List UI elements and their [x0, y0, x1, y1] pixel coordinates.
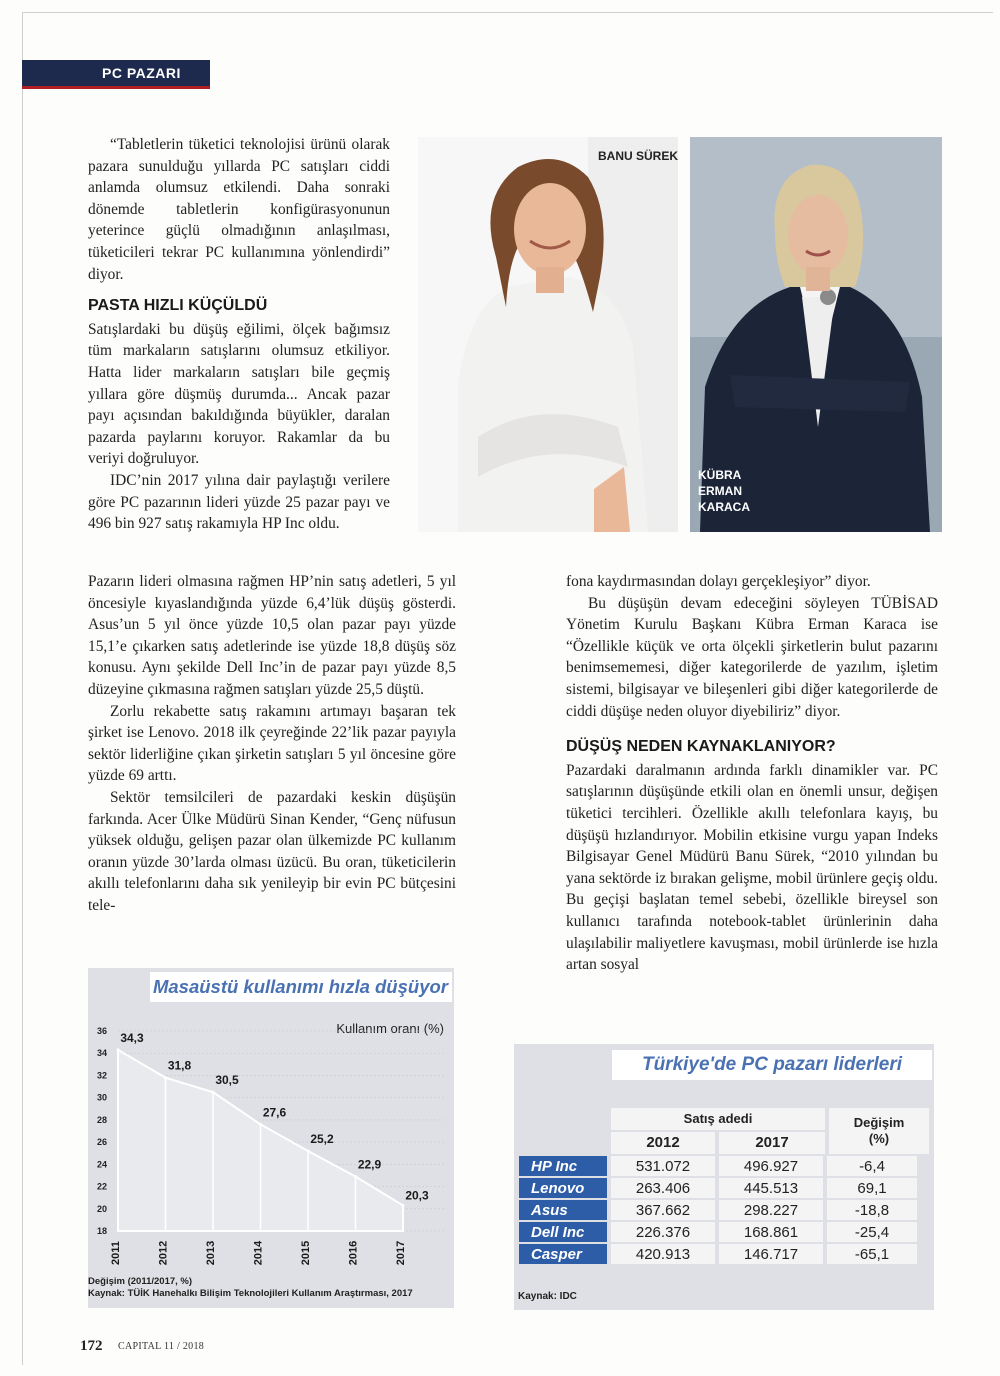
value-change: -18,8: [827, 1200, 917, 1220]
paragraph-lenovo: Zorlu rekabette satış rakamını artımayı başaran tek şirket ise Lenovo. 2018 ilk çeyreğinde 22’lik pazar payıyla sektör liderliğine çıkan şirketin satışları 5 yıl öncesine göre yüzde 69 arttı.: [88, 702, 456, 785]
chart-point: [307, 1150, 310, 1153]
chart-x-tick-label: 2014: [252, 1240, 265, 1266]
chart-x-tick-label: 2015: [300, 1240, 312, 1266]
heading-pasta: PASTA HIZLI KÜÇÜLDÜ: [88, 297, 268, 315]
value-change: 69,1: [827, 1178, 917, 1198]
chart-point: [164, 1076, 167, 1079]
table-col-change: [829, 1108, 929, 1154]
table-col-2017: 2017: [719, 1132, 825, 1154]
company-name: HP Inc: [519, 1156, 607, 1176]
section-tag-underline: [22, 86, 210, 89]
chart-y-tick-label: 36: [96, 1026, 108, 1036]
magazine-issue: CAPITAL 11 / 2018: [118, 1341, 205, 1352]
paragraph-intro-quote: “Tabletlerin tüketici teknolojisi ürünü olarak pazara sunulduğu yıllarda PC satışları ciddi anlamda olumsuz etkilendi. Daha sonraki dönemde tabletlerin konfigürasyonunun yeterince güçlü olmadığının anlaşılması, tüketicileri tekrar PC kullanımına yönlendirdi” diyor.: [88, 136, 390, 283]
value-2017: 146.717: [719, 1244, 823, 1264]
chart-point: [402, 1204, 405, 1207]
table-group-header: Satış adedi: [611, 1108, 825, 1130]
caption-kubra-erman-karaca: [698, 467, 750, 515]
chart-value-label: 34,3: [120, 1030, 144, 1045]
chart-point: [259, 1123, 262, 1126]
chart-point: [117, 1048, 120, 1051]
value-2012: 531.072: [611, 1156, 715, 1176]
chart-y-tick-label: 34: [96, 1048, 108, 1059]
chart-y-tick-label: 24: [96, 1159, 108, 1170]
value-2012: 226.376: [611, 1222, 715, 1242]
chart-point: [354, 1175, 357, 1178]
table-col-change-unit: (%): [868, 1131, 890, 1146]
paragraph-dinamikler: Pazardaki daralmanın ardında farklı dinamikler var. PC satışlarının düşüşünde etkili olan en önemli unsur, değişen tüketici tercihleri. Özellikle akıllı telefonlara kayış, bu düşüşü hızlandırıyor. Mobilin etkisine vurgu yapan Indeks Bilgisayar Genel Müdürü Banu Sürek, “2010 yılından bu yana sektörde iz bırakan gelişme, mobil ürünlere geçiş oldu. Bu geçişi başlatan temel sebebi, özellikle bireysel son kullanıcı tarafında notebook-tablet ürünlerinin daha ulaşılabilir maliyetlere kavuşması, mobil ürünlerde ise hızla artan sosyal: [566, 761, 938, 974]
company-name: Lenovo: [519, 1178, 607, 1198]
chart-series-label: Kullanım oranı (%): [336, 1021, 444, 1036]
left-column-bottom: [88, 571, 456, 917]
chart-y-tick-label: 26: [96, 1137, 108, 1148]
chart-x-tick-label: 2011: [110, 1241, 122, 1265]
page-number: 172: [80, 1338, 103, 1354]
value-2012: 367.662: [611, 1200, 715, 1220]
chart-x-tick-label: 2013: [205, 1240, 217, 1266]
value-change: -25,4: [827, 1222, 917, 1242]
chart-point: [212, 1091, 215, 1094]
leaders-table-title: Türkiye'de PC pazarı liderleri: [612, 1050, 932, 1080]
left-column-top: [88, 134, 390, 535]
chart-x-tick-label: 2016: [347, 1240, 360, 1266]
table-row: [519, 1244, 917, 1264]
chart-y-ticks: [97, 1026, 107, 1236]
caption-line: KARACA: [698, 500, 750, 514]
chart-value-label: 31,8: [167, 1058, 192, 1073]
chart-value-label: 27,6: [262, 1105, 287, 1120]
portrait-illustration-left: [418, 137, 678, 532]
table-row: [519, 1222, 917, 1242]
value-2017: 445.513: [719, 1178, 823, 1198]
value-2012: 420.913: [611, 1244, 715, 1264]
heading-dusus: DÜŞÜŞ NEDEN KAYNAKLANIYOR?: [566, 738, 836, 756]
value-2017: 298.227: [719, 1200, 823, 1220]
chart-x-tick-label: 2017: [395, 1240, 407, 1266]
chart-y-tick-label: 30: [96, 1092, 108, 1103]
chart-y-tick-label: 28: [96, 1114, 108, 1125]
chart-footnote: [88, 1276, 454, 1300]
table-row: [519, 1178, 917, 1198]
chart-x-ticks: [110, 1240, 407, 1265]
paragraph-pasta: Satışlardaki bu düşüş eğilimi, ölçek bağımsız tüm markaların satışlarını olumsuz etkiliyor. Hatta lider markaların satışları bile geçmiş yıllara göre düşmüş durumda... Ancak pazar payı açısından bakıldığında büyükler, daralan pazarda paylarını koruyor. Rakamlar da bu veriyi doğruluyor.: [88, 320, 390, 468]
chart-source: Kaynak: TÜİK Hanehalkı Bilişim Teknolojileri Kullanım Araştırması, 2017: [88, 1288, 413, 1299]
value-2017: 168.861: [719, 1222, 823, 1242]
value-2012: 263.406: [611, 1178, 715, 1198]
photo-kubra-erman-karaca: [690, 137, 942, 532]
chart-y-tick-label: 32: [96, 1070, 108, 1081]
right-column: [566, 571, 938, 976]
table-row: [519, 1156, 917, 1176]
chart-value-label: 25,2: [310, 1132, 334, 1146]
paragraph-acer: Sektör temsilcileri de pazardaki keskin düşüşün farkında. Acer Ülke Müdürü Sinan Kender, “Genç nüfusun yüksek olduğu, gelişen pazar olan ülkemizde PC kullanım oranın yüzde 30’larda olması üzücü. Bu oran, tüketicilerin akıllı telefonlarını daha sık yenileyip bir evin PC bütçesini tele-: [88, 788, 456, 914]
chart-change-note: Değişim (2011/2017, %): [88, 1276, 193, 1287]
table-col-change-label: Değişim: [853, 1115, 905, 1130]
caption-banu-surek: BANU SÜREK: [598, 149, 678, 163]
chart-title: Masaüstü kullanımı hızla düşüyor: [150, 972, 452, 1002]
chart-value-label: 22,9: [357, 1157, 382, 1172]
company-name: Dell Inc: [519, 1222, 607, 1242]
caption-line: ERMAN: [698, 484, 742, 498]
table-source: Kaynak: IDC: [518, 1291, 577, 1302]
chart-y-tick-label: 18: [96, 1226, 108, 1236]
paragraph-tubisad: Bu düşüşün devam edeceğini söyleyen TÜBİSAD Yönetim Kurulu Başkanı Kübra Erman Karaca ise “Özellikle küçük ve orta ölçekli şirketlerin bulut pazarını benimsememesi, diğer kategorilerde de yazılım, işletim sistemi, bilgisayar ve bileşenleri gibi diğer kategorilerde de ciddi düşüşe neden oluyor diyebiliriz” diyor.: [566, 594, 938, 720]
leaders-table: [519, 1154, 917, 1266]
paragraph-hp: Pazarın lideri olmasına rağmen HP’nin satış adetleri, 5 yıl öncesiyle kıyaslandığında yüzde 6,4’lük düşüş gösterdi. Asus’un 5 yıl önce yüzde 10,5 olan pazar payı yüzde 15,1’e çıkarken satış adetlerinde ise yüzde 18,8 düşüş söz konusu. Aynı şekilde Dell Inc’in de pazar payı yüzde 8,5 düzeyine çıkmasına rağmen satışları yüzde 25,5 düştü.: [88, 573, 456, 698]
value-change: -6,4: [827, 1156, 917, 1176]
caption-line: KÜBRA: [698, 468, 742, 482]
chart-y-tick-label: 20: [96, 1203, 108, 1214]
chart-y-tick-label: 22: [96, 1181, 108, 1192]
chart-value-label: 30,5: [215, 1073, 239, 1088]
value-2017: 496.927: [719, 1156, 823, 1176]
paragraph-acer-end: fona kaydırmasından dolayı gerçekleşiyor” diyor.: [566, 573, 871, 590]
usage-area-chart: [88, 1005, 454, 1273]
company-name: Asus: [519, 1200, 607, 1220]
table-row: [519, 1200, 917, 1220]
photo-banu-surek: [418, 137, 678, 532]
paragraph-idc: IDC’nin 2017 yılına dair paylaştığı verilere göre PC pazarının lideri yüzde 25 pazar payı ve 496 bin 927 satış rakamıyla HP Inc oldu.: [88, 471, 390, 533]
chart-x-tick-label: 2012: [157, 1240, 170, 1266]
company-name: Casper: [519, 1244, 607, 1264]
table-col-2012: 2012: [611, 1132, 715, 1154]
value-change: -65,1: [827, 1244, 917, 1264]
chart-value-label: 20,3: [405, 1188, 429, 1203]
section-tag: PC PAZARI: [22, 60, 210, 86]
